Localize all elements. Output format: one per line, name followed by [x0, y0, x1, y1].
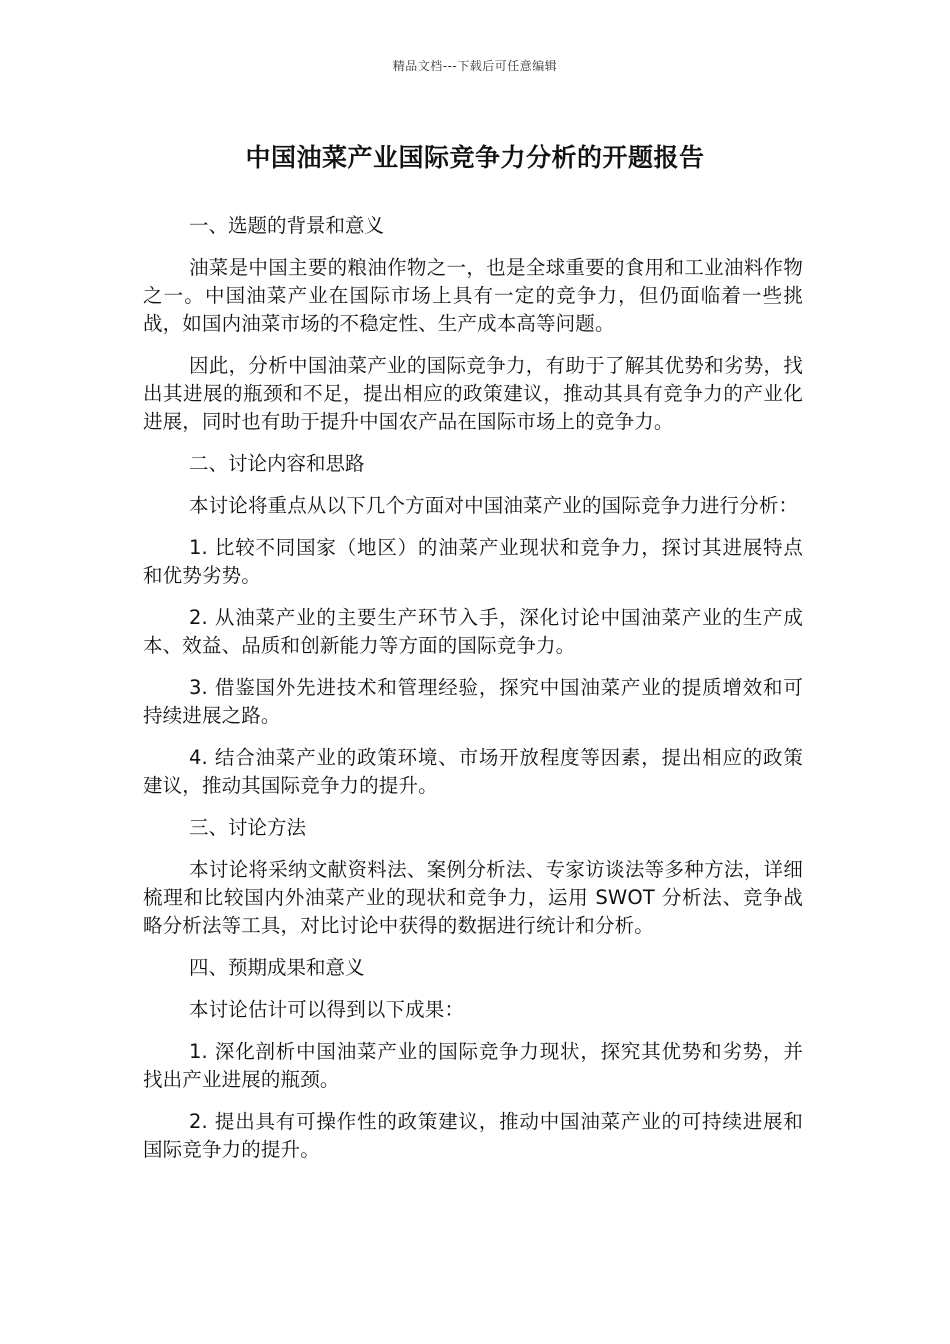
paragraph: 因此，分析中国油菜产业的国际竞争力，有助于了解其优势和劣势，找出其进展的瓶颈和不足，提出相应的政策建议，推动其具有竞争力的产业化进展，同时也有助于提升中国农产品在国际市场上的竞争力。 [143, 354, 803, 433]
list-item: 1. 深化剖析中国油菜产业的国际竞争力现状，探究其优势和劣势，并找出产业进展的瓶颈。 [143, 1040, 803, 1091]
section-heading-methods: 三、讨论方法 [189, 816, 307, 839]
paragraph: 本讨论将采纳文献资料法、案例分析法、专家访谈法等多种方法，详细梳理和比较国内外油菜产业的现状和竞争力，运用 SWOT 分析法、竞争战略分析法等工具，对比讨论中获得的数据进行统计和分析。 [143, 858, 803, 937]
section-heading-background: 一、选题的背景和意义 [189, 214, 385, 237]
list-item: 2. 提出具有可操作性的政策建议，推动中国油菜产业的可持续进展和国际竞争力的提升。 [143, 1110, 803, 1161]
paragraph: 油菜是中国主要的粮油作物之一，也是全球重要的食用和工业油料作物之一。中国油菜产业在国际市场上具有一定的竞争力，但仍面临着一些挑战，如国内油菜市场的不稳定性、生产成本高等问题。 [143, 256, 803, 335]
paragraph: 本讨论将重点从以下几个方面对中国油菜产业的国际竞争力进行分析： [189, 494, 799, 517]
section-heading-content: 二、讨论内容和思路 [189, 452, 365, 475]
list-item: 4. 结合油菜产业的政策环境、市场开放程度等因素，提出相应的政策建议，推动其国际竞争力的提升。 [143, 746, 803, 797]
list-item: 1. 比较不同国家（地区）的油菜产业现状和竞争力，探讨其进展特点和优势劣势。 [143, 536, 803, 587]
paragraph: 本讨论估计可以得到以下成果： [189, 998, 465, 1021]
header-watermark: 精品文档---下载后可任意编辑 [392, 59, 558, 73]
section-heading-outcomes: 四、预期成果和意义 [189, 956, 365, 979]
document-body [143, 212, 803, 1178]
document-title: 中国油菜产业国际竞争力分析的开题报告 [245, 143, 705, 172]
list-item: 2. 从油菜产业的主要生产环节入手，深化讨论中国油菜产业的生产成本、效益、品质和创新能力等方面的国际竞争力。 [143, 606, 803, 657]
list-item: 3. 借鉴国外先进技术和管理经验，探究中国油菜产业的提质增效和可持续进展之路。 [143, 676, 803, 727]
